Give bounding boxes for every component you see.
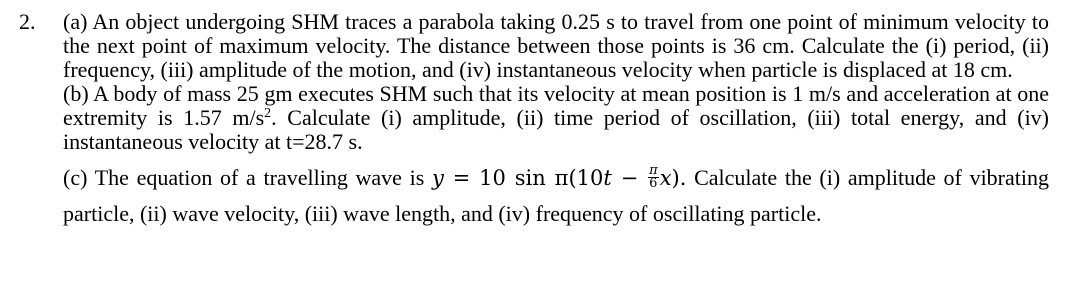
eq-minus: − — [611, 166, 648, 190]
part-b-after-sup: . Calculate (i) amplitude, (ii) time period of oscillation, (iii) total energy, and (iv) instantaneous velocity at t=28.7 s. — [63, 105, 1050, 154]
part-b-before-sup: (b) A body of mass 25 gm executes SHM such that its velocity at mean position is 1 m/s and acceleration at one extremity is 1.57 m/s — [63, 81, 1049, 130]
question-body — [63, 10, 1049, 232]
part-c-text — [63, 160, 1049, 232]
part-a-text: (a) An object undergoing SHM traces a parabola taking 0.25 s to travel from one point of minimum velocity to the next point of maximum velocity. The distance between those points is 36 cm. Calculate the (i) period, (ii) frequency, (iii) amplitude of the motion, and (iv) instantaneous velocity when particle is displaced at 18 cm. — [63, 9, 1049, 82]
part-b-text — [63, 82, 1049, 154]
wave-equation — [431, 163, 687, 191]
eq-y: y — [431, 166, 444, 190]
eq-close: ). — [671, 166, 687, 190]
eq-t: t — [603, 166, 612, 190]
part-b-superscript: 2 — [264, 106, 272, 121]
fraction-denominator: 6 — [649, 176, 658, 191]
eq-middle: = 10 sin π(10 — [443, 166, 604, 190]
fraction-numerator: π — [649, 163, 658, 178]
question-number: 2. — [19, 9, 36, 34]
eq-x: x — [659, 166, 672, 190]
part-c-before-equation: (c) The equation of a travelling wave is — [63, 165, 432, 190]
eq-fraction — [648, 165, 659, 190]
part-c-after-equation: Calculate the (i) amplitude of vibrating particle, (ii) wave velocity, (iii) wave length, and (iv) frequency of oscillating particle. — [63, 165, 1049, 226]
